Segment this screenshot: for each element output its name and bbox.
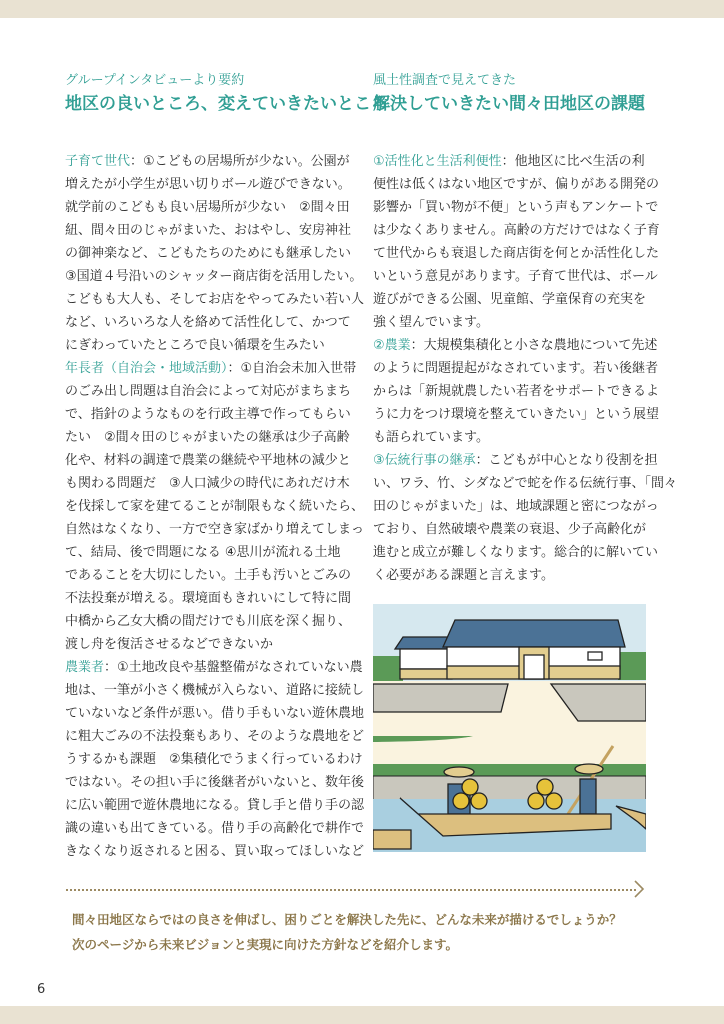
body-line (65, 403, 351, 426)
right-title: 解決していきたい間々田地区の課題 (373, 94, 645, 114)
body-line (373, 265, 658, 288)
line-text: 紐、間々田のじゃがまいた、おはやし、安房神社 (65, 223, 352, 238)
body-line (65, 794, 365, 817)
line-text: く必要がある課題と言えます。 (373, 568, 554, 583)
section-first-line (373, 449, 658, 472)
left-title: 地区の良いところ、変えていきたいところ (65, 94, 388, 114)
line-text: 就学前のこどもも良い居場所が少ない ②間々田 (65, 200, 350, 215)
body-line (65, 817, 365, 840)
left-column (65, 72, 388, 863)
body-line (65, 702, 365, 725)
line-text: 自然はなくなり、一方で空き家ばかり増えてしまっ (65, 522, 365, 537)
body-line (65, 288, 365, 311)
line-text: 識の違いも出てきている。借り手の高齢化で耕作で (65, 821, 365, 836)
left-subtitle: グループインタビューより要約 (65, 73, 245, 88)
line-text: 不法投棄が増える。環境面もきれいにして特に間 (65, 591, 352, 606)
line-text: のごみ出し問題は自治会によって対応がまちまち (65, 384, 352, 399)
line-text: のように問題提起がなされています。若い後継者 (373, 361, 658, 376)
body-line (65, 380, 352, 403)
top-band (0, 0, 724, 18)
body-line (65, 196, 350, 219)
line-text: 遊びができる公園、児童館、学童保育の充実を (373, 292, 647, 307)
body-line (65, 587, 352, 610)
line-text: こどもも大人も、そしてお店をやってみたい若い人 (65, 292, 365, 307)
line-text: 増えたが小学生が思い切りボール遊びできない。 (65, 177, 351, 192)
body-line (65, 495, 365, 518)
line-text: うするかも課題 ②集積化でうまく行っているわけ (65, 752, 363, 767)
line-text: は少なくありません。高齢の方だけではなく子育 (373, 223, 660, 238)
riverside-boat-illustration (373, 604, 646, 852)
line-text: ：他地区に比べ生活の利 (501, 154, 645, 169)
body-line (65, 265, 363, 288)
line-text: ：こどもが中心となり役割を担 (475, 453, 658, 468)
body-line (65, 426, 350, 449)
line-text: にぎわっていたところで良い循環を生みたい (65, 338, 325, 353)
body-line (373, 242, 660, 265)
line-text: ではない。その担い手に後継者がいないと、数年後 (65, 775, 365, 790)
line-text: も語られています。 (373, 430, 489, 445)
line-text: 便性は低くはない地区ですが、偏りがある開発の (373, 177, 660, 192)
line-text: ：①こどもの居場所が少ない。公園が (130, 154, 350, 169)
section-label: ③伝統行事の継承 (373, 453, 476, 468)
line-text: 化や、材料の調達で農業の継続や平地林の減少と (65, 453, 351, 468)
line-text: ており、自然破壊や農業の衰退、少子高齢化が (373, 522, 647, 537)
right-column (373, 72, 677, 587)
body-line (65, 541, 345, 564)
line-text: からは「新規就農したい若者をサポートできるよ (373, 384, 660, 399)
line-text: いという意見があります。子育て世代は、ボール (373, 269, 658, 284)
line-text: 田のじゃがまいた」は、地域課題と密につながっ (373, 499, 659, 514)
body-line (65, 311, 351, 334)
line-text: も関わる問題だ ③人口減少の時代にあれだけ木 (65, 476, 350, 491)
body-line (65, 679, 365, 702)
section-first-line (65, 656, 363, 679)
body-line (65, 840, 365, 863)
section-label: 子育て世代 (65, 154, 131, 169)
line-text: など、いろいろな人を絡めて活性化して、かつて (65, 315, 351, 330)
body-line (373, 472, 677, 495)
line-text: うに力をつけ環境を整えていきたい」という展望 (373, 407, 660, 422)
line-text: 渡し舟を復活させるなどできないか (65, 637, 274, 652)
body-line (373, 196, 659, 219)
line-text: であることを大切にしたい。土手も汚いとごみの (65, 568, 352, 583)
page-number: 6 (37, 982, 46, 997)
line-text: たい ②間々田のじゃがまいたの継承は少子高齢 (65, 430, 350, 445)
body-line (65, 219, 352, 242)
line-text: に粗大ごみの不法投棄もあり、そのような農地をど (65, 729, 365, 744)
closing-line-2: 次のページから未来ビジョンと実現に向けた方針などを紹介します。 (72, 937, 459, 952)
line-text: 中橋から乙女大橋の間だけでも川底を深く掘り、 (65, 614, 352, 629)
bottom-band (0, 1006, 724, 1024)
section-label: 農業者 (65, 660, 105, 675)
body-line (65, 242, 352, 265)
body-line (373, 518, 653, 541)
chevron-right-icon (633, 879, 645, 899)
line-text: で、指針のようなものを行政主導で作ってもらい (65, 407, 351, 422)
line-text: 影響か「買い物が不便」という声もアンケートで (373, 200, 659, 215)
body-line (65, 173, 351, 196)
body-line (373, 380, 660, 403)
body-line (65, 748, 363, 771)
line-text: て、結局、後で問題になる ④思川が流れる土地 (65, 545, 341, 560)
body-line (373, 495, 659, 518)
line-text: ていないなど条件が悪い。借り手もいない遊休農地 (65, 706, 365, 721)
line-text: を伐採して家を建てることが制限もなく続いたら、 (65, 499, 365, 514)
body-line (373, 219, 660, 242)
dotted-divider (66, 889, 636, 891)
line-text: ：①自治会未加入世帯 (227, 361, 357, 376)
line-text: い、ワラ、竹、シダなどで蛇を作る伝統行事、「間々 (373, 476, 677, 491)
line-text: ③国道４号沿いのシャッター商店街を活用したい。 (65, 269, 363, 284)
body-line (65, 725, 365, 748)
section-first-line (65, 150, 350, 173)
body-line (373, 288, 653, 311)
line-text: ：①土地改良や基盤整備がなされていない農 (104, 660, 363, 675)
line-text: 地は、一筆が小さく機械が入らない、道路に接続し (65, 683, 365, 698)
line-text: の御神楽など、こどもたちのためにも継承したい (65, 246, 352, 261)
body-line (65, 449, 351, 472)
right-subtitle: 風土性調査で見えてきた (373, 73, 517, 88)
body-line (65, 633, 345, 656)
line-text: ：大規模集積化と小さな農地について先述 (410, 338, 658, 353)
body-line (65, 564, 352, 587)
line-text: きなくなり返されると困る、買い取ってほしいなど (65, 844, 365, 859)
body-line (373, 564, 653, 587)
section-first-line (373, 334, 658, 357)
section-label: ①活性化と生活利便性 (373, 154, 502, 169)
section-first-line (373, 150, 653, 173)
body-line (65, 518, 365, 541)
body-line (373, 311, 653, 334)
line-text: 強く望んでいます。 (373, 315, 489, 330)
section-label: ②農業 (373, 338, 411, 353)
body-line (373, 173, 660, 196)
body-line (373, 426, 653, 449)
body-line (65, 472, 350, 495)
body-line (65, 610, 352, 633)
line-text: て世代からも衰退した商店街を何とか活性化した (373, 246, 660, 261)
left-body (65, 150, 365, 863)
closing-line-1: 間々田地区ならではの良さを伸ばし、困りごとを解決した先に、どんな未来が描けるでしょうか？ (72, 912, 622, 927)
closing-message (72, 907, 622, 957)
body-line (65, 771, 365, 794)
body-line (373, 357, 658, 380)
line-text: 進むと成立が難しくなります。総合的に解いてい (373, 545, 658, 560)
body-line (65, 334, 345, 357)
section-first-line (65, 357, 357, 380)
body-line (373, 541, 658, 564)
right-body (373, 150, 677, 587)
section-label: 年長者（自治会・地域活動） (65, 361, 228, 376)
line-text: に広い範囲で遊休農地になる。貸し手と借り手の認 (65, 798, 365, 813)
body-line (373, 403, 660, 426)
